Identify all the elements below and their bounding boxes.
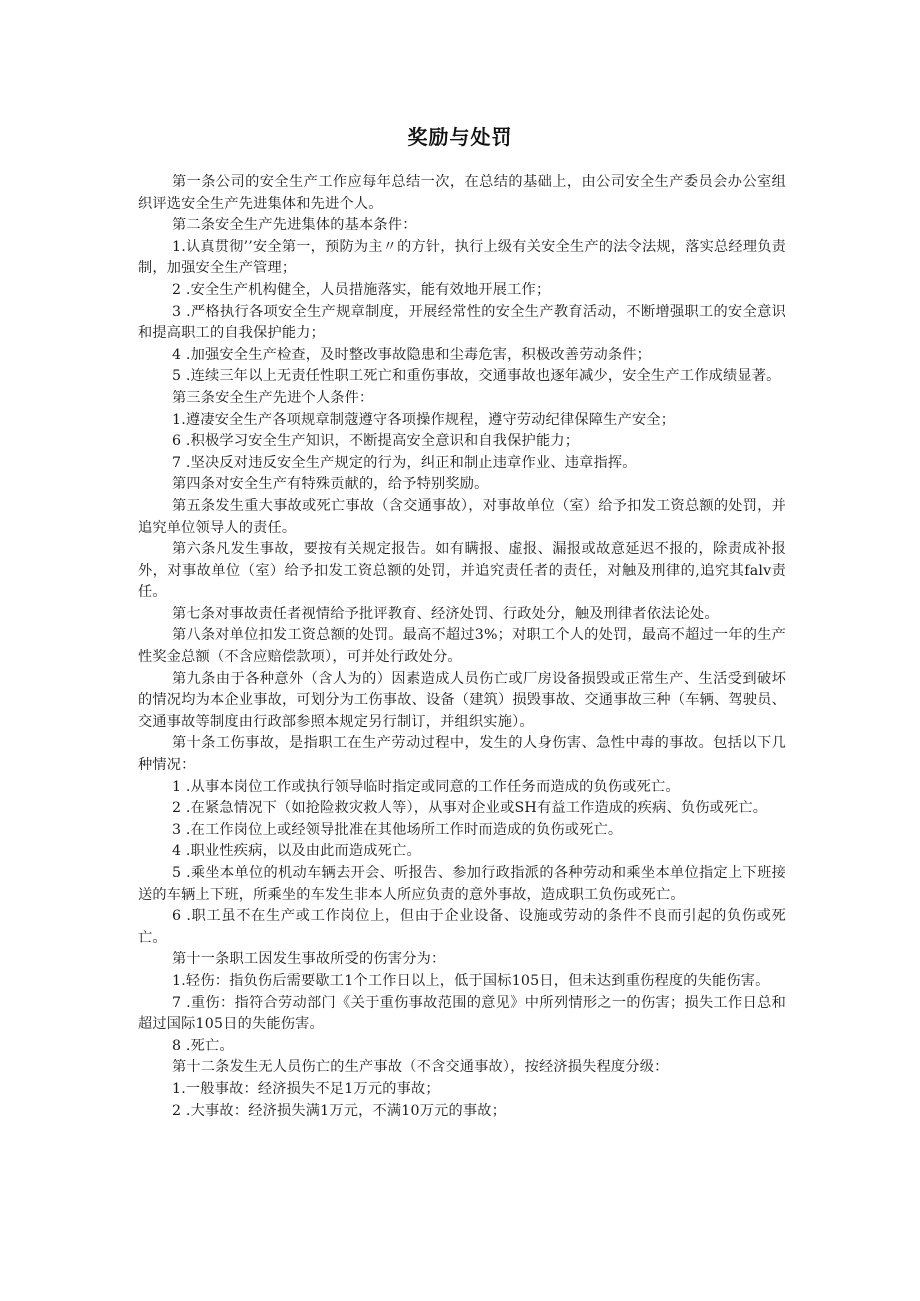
paragraph: 1 .从事本岗位工作或执行领导临时指定或同意的工作任务而造成的负伤或死亡。 <box>172 778 680 795</box>
paragraph: 7 .重伤：指符合劳动部门《关于重伤事故范围的意见》中所列情形之一的伤害；损失工作日总和超过国际105日的失能伤害。 <box>138 994 786 1033</box>
paragraph: 第九条由于各种意外（含人为的）因素造成人员伤亡或厂房设备损毁或正常生产、生活受到破坏的情况均为本企业事故，可划分为工伤事故、设备（建筑）损毁事故、交通事故三种（车辆、驾驶员、交通事故等制度由行政部参照本规定另行制订，并组织实施）。 <box>138 670 786 730</box>
paragraph: 6 .职工虽不在生产或工作岗位上，但由于企业设备、设施或劳动的条件不良而引起的负伤或死亡。 <box>138 908 786 946</box>
paragraph: 第八条对单位扣发工资总额的处罚。最高不超过3%；对职工个人的处罚，最高不超过一年的生产性奖金总额（不含应赔偿款项），可并处行政处分。 <box>138 627 786 666</box>
paragraph: 4 .加强安全生产检查，及时整改事故隐患和尘毒危害，积极改善劳动条件； <box>172 346 652 363</box>
paragraph: 第十条工伤事故，是指职工在生产劳动过程中，发生的人身伤害、急性中毒的事故。包括以下几种情况： <box>138 735 786 774</box>
paragraph: 第七条对事故责任者视情给予批评教育、经济处罚、行政处分，触及刑律者依法论处。 <box>172 605 719 622</box>
paragraph: 1.遵凄安全生产各项规章制蔻遵守各项操作规程，遵守劳动纪律保障生产安全； <box>172 411 676 428</box>
paragraph: 第五条发生重大事故或死亡事故（含交通事故），对事故单位（室）给予扣发工资总额的处罚，并追究单位领导人的责任。 <box>138 497 786 536</box>
paragraph: 4 .职业性疾病，以及由此而造成死亡。 <box>172 843 421 860</box>
paragraph: 6 .积极学习安全生产知识，不断提高安全意识和自我保护能力； <box>172 433 580 450</box>
paragraph: 第十一条职工因发生事故所受的伤害分为： <box>172 951 446 968</box>
paragraph: 5 .乘坐本单位的机动车辆去开会、听报告、参加行政指派的各种劳动和乘坐本单位指定上下班接送的车辆上下班，所乘坐的车发生非本人所应负责的意外事故，造成职工负伤或死亡。 <box>138 865 786 903</box>
paragraph: 8 .死亡。 <box>172 1037 234 1054</box>
paragraph: 第三条安全生产先进个人条件： <box>172 389 374 406</box>
paragraph: 2 .在紧急情况下（如抢险救灾救人等），从事对企业或SH有益工作造成的疾病、负伤或死亡。 <box>172 800 768 817</box>
paragraph: 1.轻伤：指负伤后需要歇工1个工作日以上，低于国标105日，但未达到重伤程度的失能伤害。 <box>172 972 770 989</box>
paragraph: 5 .连续三年以上无责任性职工死亡和重伤事故，交通事故也逐年减少，安全生产工作成绩显著。 <box>172 368 781 385</box>
document-title: 奖励与处罚 <box>407 125 513 149</box>
paragraph: 1.认真贯彻’’安全第一，预防为主〃的方针，执行上级有关安全生产的法令法规，落实总经理负责制，加强安全生产管理； <box>138 238 786 277</box>
paragraph: 第六条凡发生事故，要按有关规定报告。如有瞒报、虚报、漏报或故意延迟不报的，除责成补报外，对事故单位（室）给予扣发工资总额的处罚，并追究责任者的责任，对触及刑律的,追究其falv责任。 <box>138 541 786 601</box>
paragraph: 第一条公司的安全生产工作应每年总结一次，在总结的基础上，由公司安全生产委员会办公室组织评选安全生产先进集体和先进个人。 <box>138 174 786 212</box>
paragraph: 2 .大事故：经济损失满1万元，不满10万元的事故； <box>172 1102 507 1119</box>
paragraph: 第二条安全生产先进集体的基本条件： <box>172 217 417 234</box>
paragraph: 3 .严格执行各项安全生产规章制度，开展经常性的安全生产教育活动，不断增强职工的安全意识和提高职工的自我保护能力； <box>138 303 786 342</box>
paragraph: 第四条对安全生产有特殊贡献的，给予特别奖励。 <box>172 476 489 493</box>
paragraph: 2 .安全生产机构健全，人员措施落实，能有效地开展工作； <box>172 281 551 298</box>
paragraph: 第十二条发生无人员伤亡的生产事故（不含交通事故），按经济损失程度分级： <box>172 1059 669 1076</box>
paragraph: 7 .坚决反对违反安全生产规定的行为，纠正和制止违章作业、违章指挥。 <box>172 454 637 471</box>
document-body <box>138 172 786 1122</box>
paragraph: 3 .在工作岗位上或经领导批准在其他场所工作时而造成的负伤或死亡。 <box>172 821 623 838</box>
paragraph: 1.一般事故：经济损失不足1万元的事故； <box>172 1080 440 1097</box>
